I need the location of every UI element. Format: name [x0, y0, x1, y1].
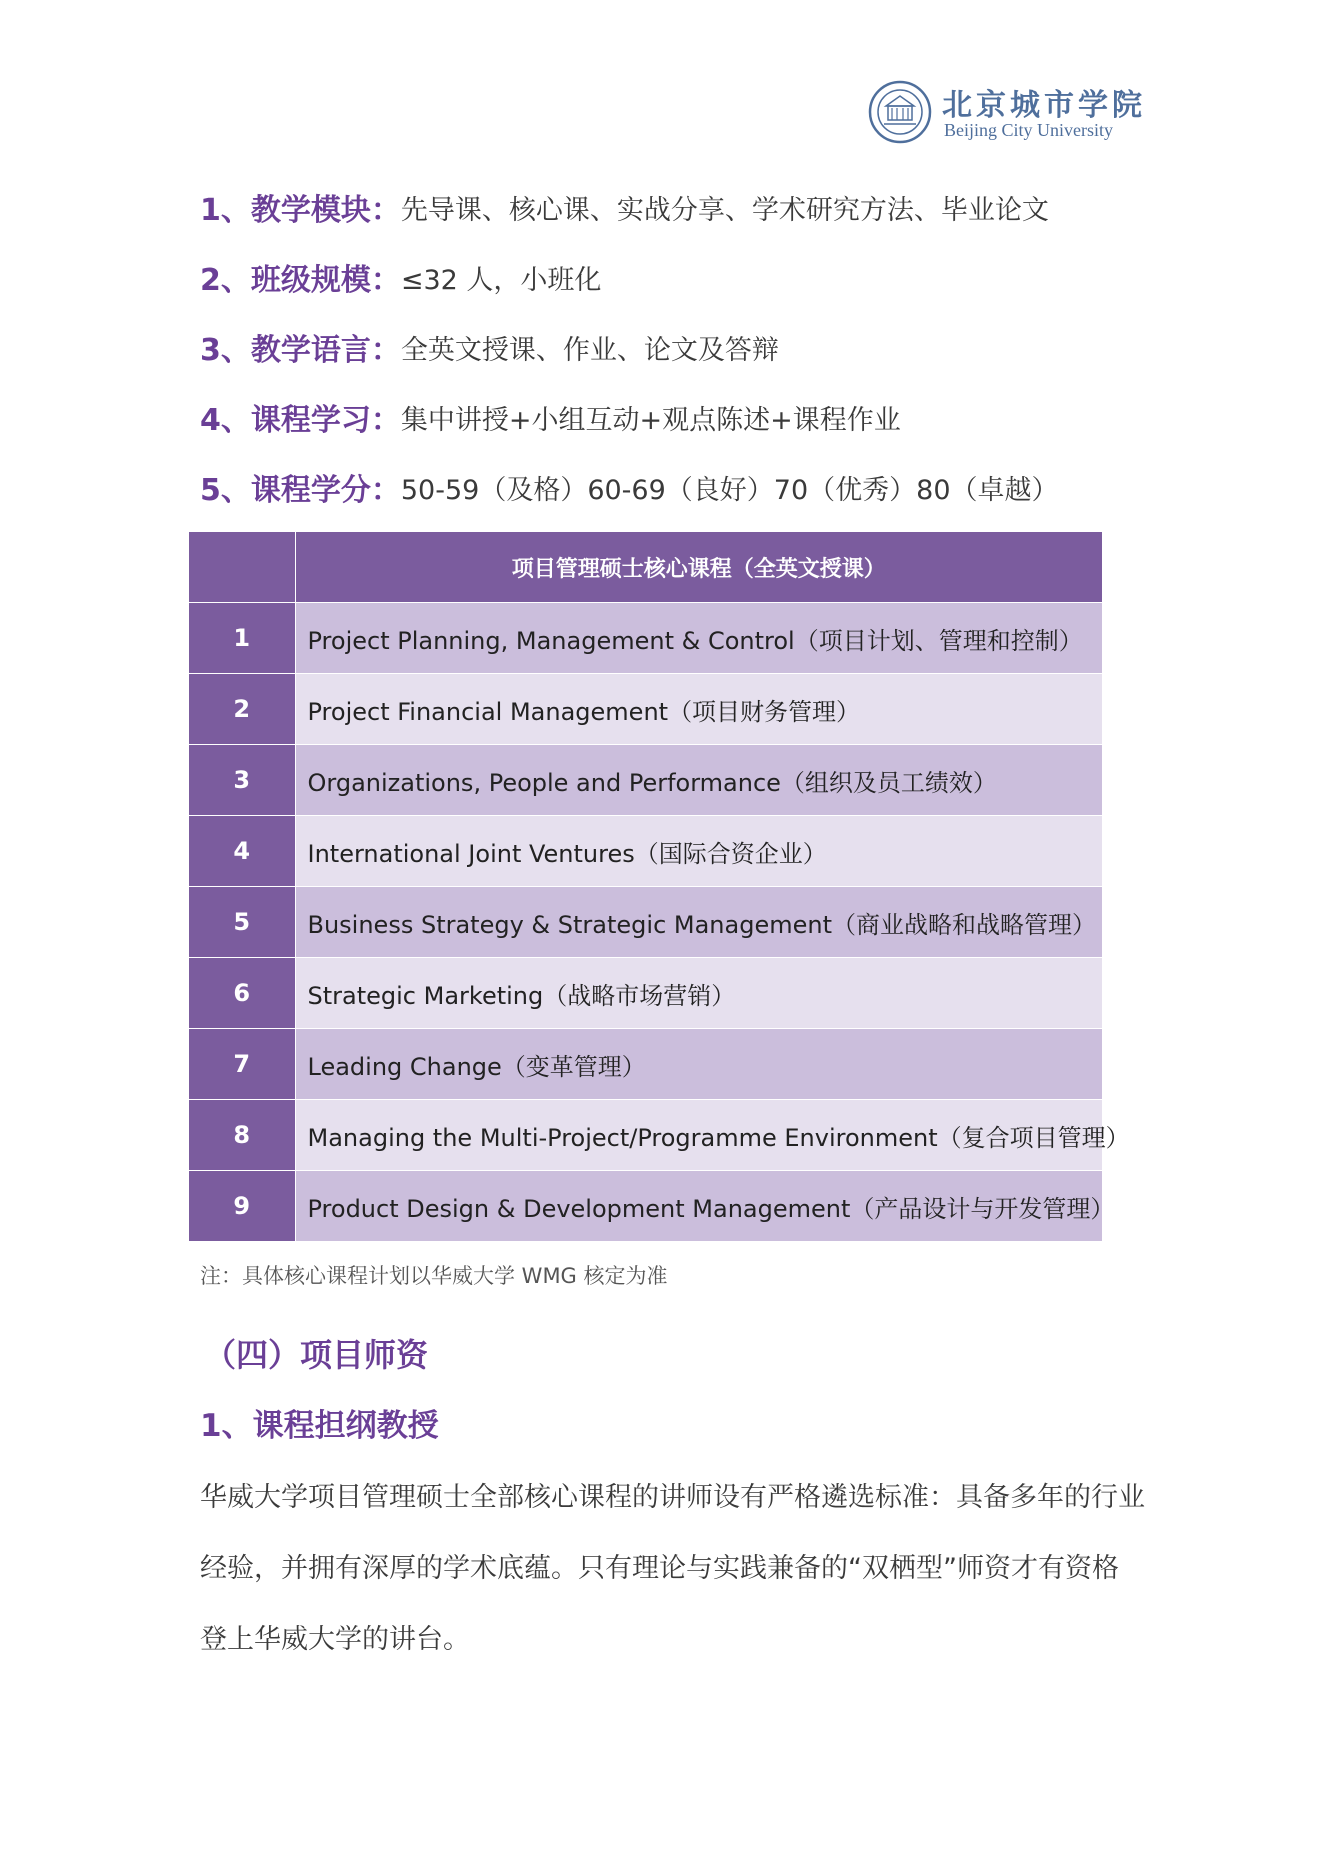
feature-value: 集中讲授+小组互动+观点陈述+课程作业: [400, 404, 901, 436]
table-header-title: 项目管理硕士核心课程（全英文授课）: [295, 532, 1102, 603]
course-name: International Joint Ventures（国际合资企业）: [295, 816, 1102, 887]
course-number: 7: [189, 1029, 295, 1100]
feature-label: 1、教学模块：: [200, 193, 401, 228]
paragraph-line: 华威大学项目管理硕士全部核心课程的讲师设有严格遴选标准：具备多年的行业: [200, 1482, 1145, 1513]
sub-heading: 1、课程担纲教授: [200, 1408, 439, 1444]
course-name: Organizations, People and Performance（组织及员工绩效）: [295, 745, 1102, 816]
table-row: [189, 745, 1102, 816]
logo-english-name: Beijing City University: [944, 120, 1113, 140]
university-logo: [868, 78, 1146, 148]
table-row: [189, 887, 1102, 958]
table-row: [189, 816, 1102, 887]
feature-label: 3、教学语言：: [200, 333, 401, 368]
course-number: 2: [189, 674, 295, 745]
feature-class-size: [200, 242, 1160, 312]
feature-teaching-language: [200, 312, 1160, 382]
course-number: 9: [189, 1171, 295, 1242]
feature-course-credits: [200, 452, 1160, 522]
course-name: Project Financial Management（项目财务管理）: [295, 674, 1102, 745]
section-heading: （四）项目师资: [204, 1336, 429, 1374]
table-note: 注：具体核心课程计划以华威大学 WMG 核定为准: [200, 1264, 668, 1288]
table-row: [189, 958, 1102, 1029]
program-features: [200, 172, 1160, 522]
course-name: Strategic Marketing（战略市场营销）: [295, 958, 1102, 1029]
paragraph-line: 经验，并拥有深厚的学术底蕴。只有理论与实践兼备的“双栖型”师资才有资格: [200, 1553, 1119, 1584]
feature-teaching-modules: [200, 172, 1160, 242]
feature-value: ≤32 人，小班化: [400, 264, 602, 296]
course-name: Managing the Multi-Project/Programme Environment（复合项目管理）: [295, 1100, 1102, 1171]
feature-course-learning: [200, 382, 1160, 452]
course-number: 1: [189, 603, 295, 674]
university-emblem-icon: [868, 80, 932, 144]
feature-label: 2、班级规模：: [200, 263, 401, 298]
feature-label: 5、课程学分：: [200, 473, 401, 508]
feature-label: 4、课程学习：: [200, 403, 401, 438]
course-name: Leading Change（变革管理）: [295, 1029, 1102, 1100]
course-name: Project Planning, Management & Control（项目计划、管理和控制）: [295, 603, 1102, 674]
table-header-row: [189, 532, 1102, 603]
feature-value: 50-59（及格）60-69（良好）70（优秀）80（卓越）: [400, 474, 1059, 506]
course-number: 3: [189, 745, 295, 816]
table-row: [189, 1029, 1102, 1100]
core-courses-table: [189, 532, 1130, 1242]
feature-value: 先导课、核心课、实战分享、学术研究方法、毕业论文: [400, 194, 1049, 226]
course-number: 8: [189, 1100, 295, 1171]
paragraph-line: 登上华威大学的讲台。: [200, 1624, 470, 1655]
table-row: [189, 603, 1102, 674]
course-name: Product Design & Development Management（产品设计与开发管理）: [295, 1171, 1102, 1242]
faculty-paragraph: [200, 1462, 1145, 1675]
course-number: 5: [189, 887, 295, 958]
feature-value: 全英文授课、作业、论文及答辩: [400, 334, 779, 366]
course-name: Business Strategy & Strategic Management（商业战略和战略管理）: [295, 887, 1102, 958]
table-header-corner: [189, 532, 295, 603]
table-row: [189, 1171, 1102, 1242]
course-number: 6: [189, 958, 295, 1029]
course-number: 4: [189, 816, 295, 887]
table-row: [189, 1100, 1102, 1171]
table-row: [189, 674, 1102, 745]
logo-chinese-name: 北京城市学院: [942, 88, 1146, 123]
